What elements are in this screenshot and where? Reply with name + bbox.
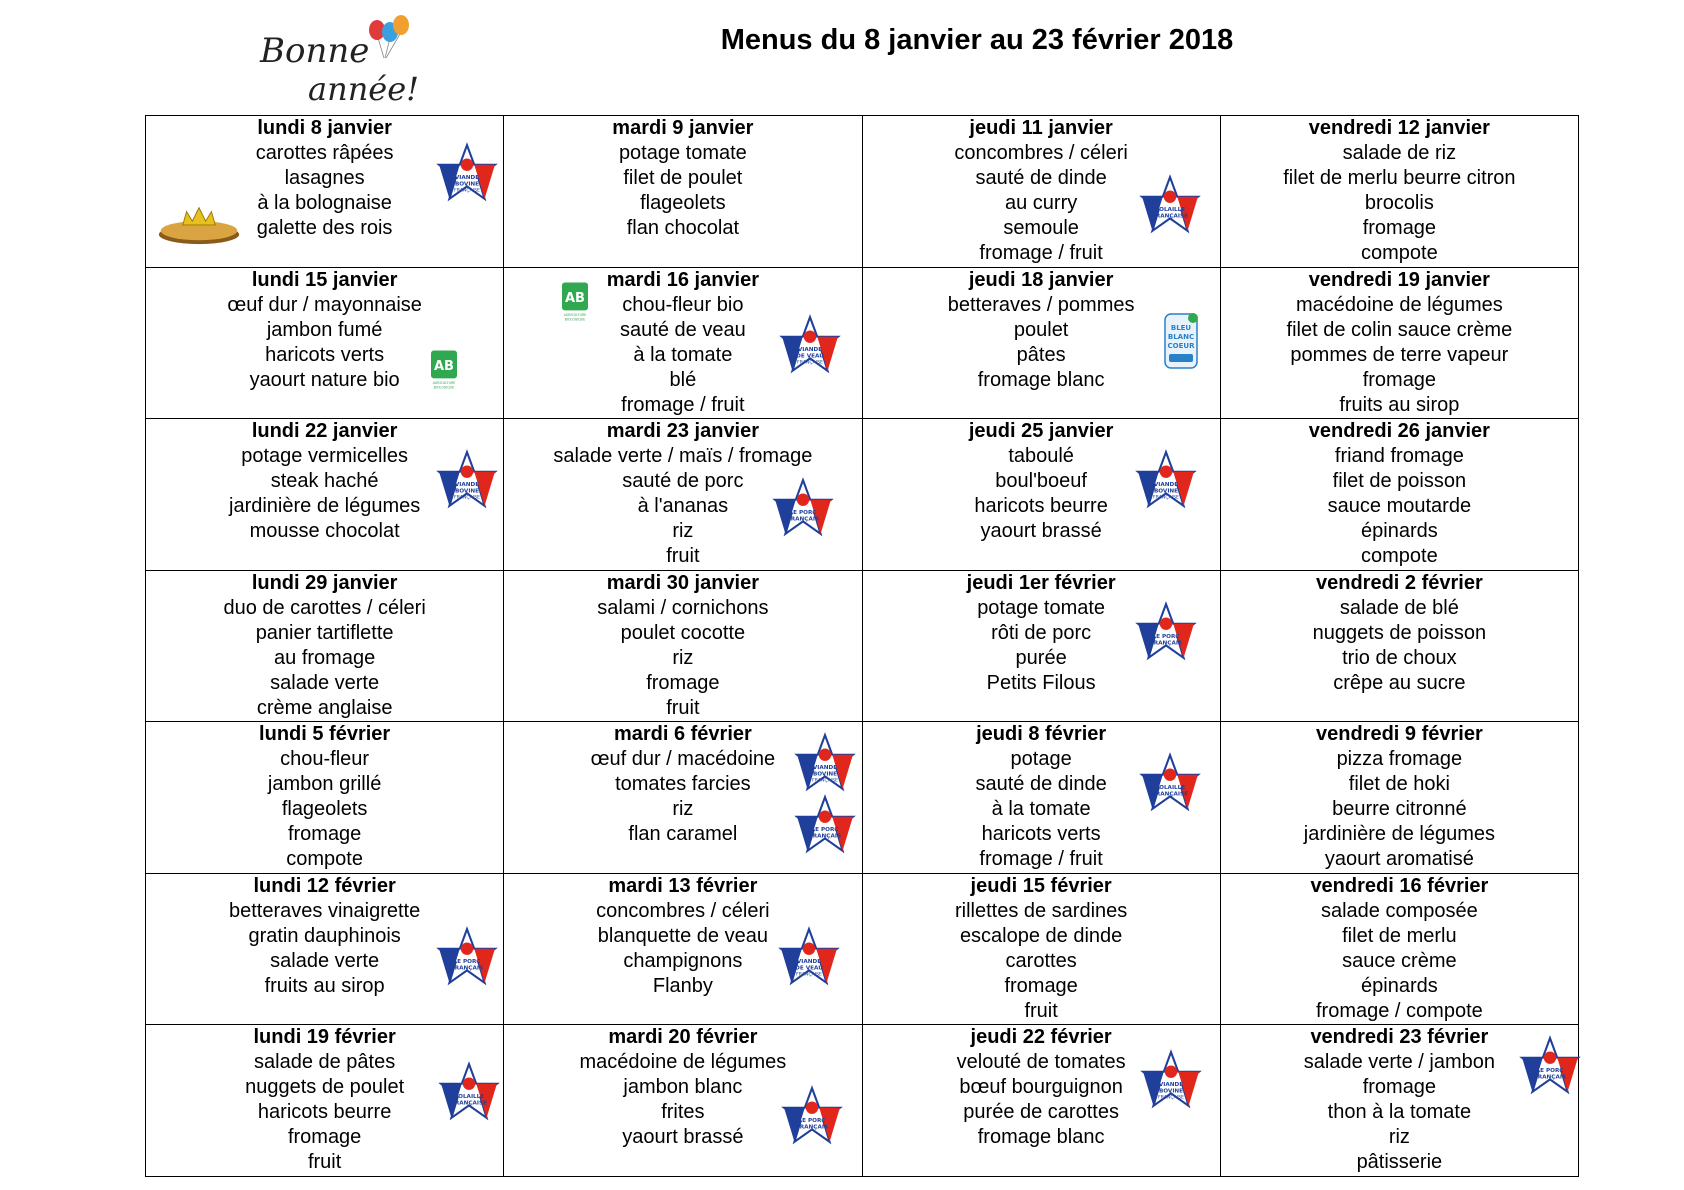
menu-dish: nuggets de poisson	[1312, 621, 1487, 644]
svg-text:COEUR: COEUR	[1167, 341, 1194, 350]
volaille-francaise-logo-icon	[1139, 174, 1201, 243]
menu-dish: rôti de porc	[991, 621, 1092, 644]
menu-dish: fromage blanc	[977, 1126, 1105, 1149]
svg-text:VIANDE: VIANDE	[1158, 1082, 1183, 1089]
menu-dish: fromage	[646, 671, 720, 694]
menu-dish: fruit	[666, 545, 700, 568]
menu-dish: purée de carottes	[963, 1101, 1119, 1124]
svg-text:FRANÇAISE: FRANÇAISE	[797, 360, 824, 366]
menu-dish: riz	[672, 520, 694, 543]
svg-text:LE PORC: LE PORC	[1536, 1068, 1564, 1075]
menu-cell-week7-thursday	[863, 1025, 1221, 1177]
menu-dish: fromage / fruit	[979, 242, 1103, 264]
menu-dish: gratin dauphinois	[248, 924, 401, 947]
menu-dish: betteraves / pommes	[947, 293, 1135, 316]
menu-cell-week3-thursday	[863, 419, 1221, 571]
svg-text:FRANÇAIS: FRANÇAIS	[1533, 1074, 1566, 1081]
menu-dish: haricots verts	[981, 823, 1101, 846]
menu-cell-week6-friday	[1221, 874, 1579, 1026]
menu-dish: steak haché	[270, 470, 379, 493]
svg-text:FRANÇAISE: FRANÇAISE	[812, 778, 839, 784]
menu-dish: beurre citronné	[1332, 798, 1467, 821]
viande-bovine-logo-icon	[436, 449, 498, 518]
menu-dish: nuggets de poulet	[245, 1076, 405, 1099]
menu-dish: concombres / céleri	[596, 899, 770, 922]
menu-dish: jambon blanc	[623, 1076, 743, 1099]
viande-de-veau-logo-icon	[778, 926, 840, 995]
svg-text:VIANDE: VIANDE	[454, 482, 480, 489]
menu-day-label: vendredi 23 février	[1310, 1026, 1489, 1049]
svg-text:AGRICULTURE: AGRICULTURE	[432, 380, 456, 385]
menu-dish: riz	[672, 646, 694, 669]
menu-dish: salade verte	[270, 949, 380, 972]
svg-text:LE PORC: LE PORC	[811, 827, 839, 834]
menu-dish: macédoine de légumes	[1295, 293, 1503, 316]
menu-dish: filet de hoki	[1348, 773, 1450, 796]
menu-dish: jardinière de légumes	[1303, 823, 1495, 846]
menu-day-label: vendredi 9 février	[1316, 723, 1483, 746]
menu-dish: crème anglaise	[256, 696, 393, 719]
menu-cell-week5-thursday	[863, 722, 1221, 874]
menu-dish: à la bolognaise	[257, 192, 392, 214]
menu-dish: flageolets	[640, 192, 726, 214]
svg-text:BIOLOGIQUE: BIOLOGIQUE	[433, 385, 455, 390]
menu-dish: sauce crème	[1342, 949, 1457, 972]
menu-dish: salade de pâtes	[254, 1051, 396, 1074]
svg-text:VOLAILLE: VOLAILLE	[1154, 207, 1185, 214]
menu-dish: riz	[672, 798, 694, 821]
svg-text:FRANÇAISE: FRANÇAISE	[1151, 791, 1188, 798]
menu-day-label: mardi 9 janvier	[612, 117, 754, 139]
menu-cell-week1-friday	[1221, 116, 1579, 268]
menu-day-label: jeudi 8 février	[976, 723, 1107, 746]
menu-dish: filet de merlu	[1342, 924, 1457, 947]
menu-dish: macédoine de légumes	[579, 1051, 787, 1074]
menu-grid	[145, 115, 1579, 1177]
menu-dish: haricots beurre	[257, 1101, 392, 1124]
menu-dish: sauté de veau	[620, 318, 746, 341]
menu-cell-week6-tuesday	[504, 874, 862, 1026]
menu-dish: fruit	[666, 696, 700, 719]
menu-dish: fromage	[287, 1126, 362, 1149]
menu-cell-week2-tuesday	[504, 268, 862, 420]
menu-day-label: jeudi 11 janvier	[969, 117, 1113, 139]
svg-text:LE PORC: LE PORC	[798, 1118, 826, 1125]
menu-dish: yaourt brassé	[980, 520, 1102, 543]
menu-cell-week4-friday	[1221, 571, 1579, 723]
svg-text:FRANÇAIS: FRANÇAIS	[450, 965, 484, 972]
menu-dish: yaourt aromatisé	[1324, 848, 1474, 871]
volaille-francaise-logo-icon	[438, 1061, 500, 1130]
menu-dish: flageolets	[281, 798, 368, 821]
menu-dish: velouté de tomates	[956, 1051, 1126, 1074]
menu-dish: fromage	[287, 823, 362, 846]
viande-bovine-logo-icon	[1135, 449, 1197, 518]
menu-dish: salade de blé	[1339, 596, 1459, 619]
svg-text:LE PORC: LE PORC	[789, 510, 817, 517]
menu-cell-week2-monday	[146, 268, 504, 420]
menu-dish: brocolis	[1364, 192, 1434, 214]
menu-dish: blanquette de veau	[597, 924, 768, 947]
svg-text:VIANDE: VIANDE	[797, 959, 822, 966]
menu-dish: trio de choux	[1342, 646, 1457, 669]
menu-dish: compote	[1361, 545, 1438, 568]
menu-day-label: vendredi 12 janvier	[1308, 117, 1490, 139]
menu-day-label: vendredi 16 février	[1310, 874, 1489, 897]
menu-dish: épinards	[1361, 520, 1438, 543]
menu-day-label: vendredi 26 janvier	[1308, 420, 1490, 443]
menu-dish: compote	[1361, 242, 1438, 264]
menu-dish: œuf dur / macédoine	[590, 748, 776, 771]
menu-day-label: jeudi 1er février	[966, 571, 1116, 594]
menu-dish: thon à la tomate	[1327, 1101, 1472, 1124]
menu-day-label: lundi 15 janvier	[251, 268, 398, 291]
menu-day-label: lundi 22 janvier	[251, 420, 398, 443]
svg-text:VIANDE: VIANDE	[454, 175, 480, 182]
svg-text:AB: AB	[434, 358, 454, 374]
svg-text:DE VEAU: DE VEAU	[796, 352, 825, 359]
porc-francais-logo-icon	[772, 477, 834, 546]
menu-dish: flan chocolat	[626, 217, 740, 239]
menu-dish: jambon fumé	[266, 318, 383, 341]
menu-dish: carottes râpées	[255, 142, 394, 164]
menu-dish: blé	[669, 368, 697, 391]
menu-dish: salade composée	[1320, 899, 1478, 922]
menu-dish: betteraves vinaigrette	[229, 899, 421, 922]
menu-cell-week1-monday	[146, 116, 504, 268]
menu-dish: riz	[1388, 1126, 1410, 1149]
svg-text:FRANÇAIS: FRANÇAIS	[787, 516, 820, 523]
menu-dish: jambon grillé	[267, 773, 382, 796]
menu-dish: bœuf bourguignon	[959, 1076, 1123, 1099]
menu-dish: fromage blanc	[977, 368, 1105, 391]
porc-francais-logo-icon	[1135, 601, 1197, 670]
menu-dish: salade verte / jambon	[1303, 1051, 1495, 1074]
menu-cell-week3-friday	[1221, 419, 1579, 571]
menu-cell-week3-monday	[146, 419, 504, 571]
menu-dish: fromage	[1362, 1076, 1437, 1099]
menu-dish: à l'ananas	[637, 495, 729, 518]
porc-francais-logo-icon	[1519, 1035, 1581, 1104]
menu-cell-week5-monday	[146, 722, 504, 874]
menu-dish: carottes	[1005, 949, 1077, 972]
menu-dish: haricots beurre	[974, 495, 1108, 518]
menu-dish: sauté de dinde	[975, 167, 1107, 189]
menu-dish: friand fromage	[1334, 445, 1464, 468]
menu-dish: salami / cornichons	[597, 596, 769, 619]
menu-dish: poulet cocotte	[620, 621, 746, 644]
menu-day-label: mardi 13 février	[608, 874, 758, 897]
menu-dish: pommes de terre vapeur	[1290, 343, 1509, 366]
menu-cell-week4-tuesday	[504, 571, 862, 723]
menu-dish: jardinière de légumes	[229, 495, 421, 518]
svg-text:FRANÇAISE: FRANÇAISE	[454, 188, 480, 194]
svg-text:BOVINE: BOVINE	[454, 488, 480, 495]
menu-dish: champignons	[623, 949, 743, 972]
menu-cell-week3-tuesday	[504, 419, 862, 571]
menu-cell-week6-monday	[146, 874, 504, 1026]
menu-day-label: lundi 19 février	[253, 1026, 396, 1049]
menu-dish: fruits au sirop	[1339, 393, 1460, 416]
svg-text:VIANDE: VIANDE	[1153, 482, 1178, 489]
menu-cell-week6-thursday	[863, 874, 1221, 1026]
menu-dish: Flanby	[652, 974, 713, 997]
menu-day-label: lundi 29 janvier	[251, 571, 398, 594]
menu-dish: crêpe au sucre	[1333, 671, 1466, 694]
svg-text:VIANDE: VIANDE	[813, 765, 838, 772]
svg-text:FRANÇAISE: FRANÇAISE	[450, 1100, 488, 1107]
svg-text:LE PORC: LE PORC	[453, 959, 481, 966]
porc-francais-logo-icon	[794, 794, 856, 863]
porc-francais-logo-icon	[436, 926, 498, 995]
menu-dish: taboulé	[1008, 445, 1074, 468]
svg-text:FRANÇAISE: FRANÇAISE	[454, 495, 480, 501]
menu-day-label: mardi 16 janvier	[606, 268, 760, 291]
viande-bovine-logo-icon	[794, 732, 856, 801]
menu-dish: flan caramel	[628, 823, 738, 846]
menu-cell-week7-monday	[146, 1025, 504, 1177]
menu-dish: au curry	[1005, 192, 1078, 214]
menu-day-label: lundi 12 février	[253, 874, 396, 897]
menu-dish: mousse chocolat	[249, 520, 400, 543]
menu-dish: pâtes	[1016, 343, 1066, 366]
menu-cell-week7-friday	[1221, 1025, 1579, 1177]
menu-dish: fromage	[1362, 368, 1437, 391]
menu-dish: au fromage	[274, 646, 376, 669]
menu-dish: lasagnes	[284, 167, 365, 189]
menu-dish: semoule	[1003, 217, 1079, 239]
menu-day-label: vendredi 2 février	[1316, 571, 1483, 594]
svg-text:DE VEAU: DE VEAU	[795, 965, 824, 972]
menu-dish: frites	[661, 1101, 705, 1124]
menu-cell-week4-monday	[146, 571, 504, 723]
menu-day-label: lundi 5 février	[259, 723, 391, 746]
menu-dish: fromage / fruit	[621, 393, 745, 416]
menu-dish: potage vermicelles	[241, 445, 408, 468]
menu-cell-week1-tuesday	[504, 116, 862, 268]
menu-dish: galette des rois	[256, 217, 393, 239]
menu-day-label: mardi 6 février	[613, 723, 752, 746]
menu-cell-week1-thursday	[863, 116, 1221, 268]
menu-dish: chou-fleur bio	[622, 293, 744, 316]
menu-dish: haricots verts	[265, 343, 385, 366]
menu-day-label: jeudi 18 janvier	[968, 268, 1114, 291]
menu-dish: salade verte / maïs / fromage	[553, 445, 813, 468]
menu-dish: fromage	[1362, 217, 1437, 239]
menu-dish: salade verte	[270, 671, 380, 694]
svg-text:FRANÇAISE: FRANÇAISE	[1151, 213, 1188, 220]
menu-day-label: jeudi 22 février	[970, 1026, 1112, 1049]
svg-text:BOVINE: BOVINE	[813, 771, 838, 778]
svg-text:BLANC: BLANC	[1167, 332, 1194, 341]
menu-dish: yaourt brassé	[622, 1126, 744, 1149]
svg-text:FRANÇAIS: FRANÇAIS	[809, 833, 842, 840]
menu-day-label: mardi 20 février	[608, 1026, 758, 1049]
menu-dish: compote	[286, 848, 363, 871]
menu-dish: concombres / céleri	[954, 142, 1128, 164]
svg-text:BOVINE: BOVINE	[454, 181, 480, 188]
menu-cell-week2-friday	[1221, 268, 1579, 420]
svg-text:VOLAILLE: VOLAILLE	[453, 1094, 485, 1101]
svg-text:AGRICULTURE: AGRICULTURE	[563, 312, 587, 317]
menu-dish: Petits Filous	[986, 671, 1096, 694]
menu-dish: fromage / compote	[1316, 999, 1483, 1022]
menu-dish: fromage / fruit	[979, 848, 1103, 871]
menu-dish: épinards	[1361, 974, 1438, 997]
menu-dish: fruit	[1024, 999, 1058, 1022]
menu-day-label: lundi 8 janvier	[257, 117, 392, 139]
menu-dish: potage tomate	[977, 596, 1106, 619]
svg-text:VOLAILLE: VOLAILLE	[1154, 785, 1185, 792]
svg-text:BLEU: BLEU	[1170, 323, 1191, 332]
menu-dish: purée	[1015, 646, 1067, 669]
menu-day-label: mardi 30 janvier	[606, 571, 760, 594]
svg-text:FRANÇAIS: FRANÇAIS	[1149, 640, 1182, 647]
menu-dish: chou-fleur	[280, 748, 370, 771]
menu-dish: sauté de dinde	[975, 773, 1107, 796]
menu-dish: œuf dur / mayonnaise	[227, 293, 422, 316]
svg-text:BOVINE: BOVINE	[1158, 1088, 1183, 1095]
svg-text:VIANDE: VIANDE	[798, 346, 823, 353]
menu-dish: fruits au sirop	[264, 974, 385, 997]
svg-text:FRANÇAIS: FRANÇAIS	[796, 1124, 829, 1131]
menu-dish: duo de carottes / céleri	[223, 596, 426, 619]
viande-de-veau-logo-icon	[779, 314, 841, 383]
menu-cell-week4-thursday	[863, 571, 1221, 723]
menu-day-label: jeudi 15 février	[970, 874, 1112, 897]
menu-dish: fruit	[307, 1151, 342, 1174]
menu-dish: escalope de dinde	[959, 924, 1123, 947]
menu-dish: yaourt nature bio	[249, 368, 400, 391]
menu-cell-week7-tuesday	[504, 1025, 862, 1177]
greeting-line-2: année!	[308, 70, 420, 108]
viande-bovine-logo-icon	[1140, 1049, 1202, 1118]
svg-text:FRANÇAISE: FRANÇAISE	[1157, 1096, 1184, 1102]
menu-dish: à la tomate	[633, 343, 733, 366]
menu-day-label: jeudi 25 janvier	[968, 420, 1114, 443]
menu-dish: panier tartiflette	[255, 621, 394, 644]
svg-text:AB: AB	[565, 290, 586, 306]
svg-text:BIOLOGIQUE: BIOLOGIQUE	[565, 317, 586, 322]
viande-bovine-logo-icon	[436, 142, 498, 211]
greeting-line-1: Bonne	[260, 31, 370, 71]
page-title: Menus du 8 janvier au 23 février 2018	[720, 24, 1234, 56]
menu-dish: filet de merlu beurre citron	[1283, 167, 1516, 189]
menu-dish: filet de poulet	[623, 167, 743, 189]
menu-dish: filet de poisson	[1332, 470, 1467, 493]
galette-des-rois-icon	[156, 202, 242, 253]
svg-text:LE PORC: LE PORC	[1152, 633, 1179, 640]
menu-dish: potage	[1010, 748, 1072, 771]
menu-dish: sauce moutarde	[1327, 495, 1472, 518]
svg-text:FRANÇAISE: FRANÇAISE	[796, 972, 823, 978]
menu-dish: pâtisserie	[1356, 1151, 1443, 1174]
menu-dish: fromage	[1004, 974, 1078, 997]
porc-francais-logo-icon	[781, 1085, 843, 1154]
menu-dish: rillettes de sardines	[954, 899, 1128, 922]
menu-dish: poulet	[1013, 318, 1069, 341]
menu-dish: filet de colin sauce crème	[1286, 318, 1513, 341]
menu-cell-week5-friday	[1221, 722, 1579, 874]
menu-dish: sauté de porc	[622, 470, 744, 493]
bio-logo-icon	[562, 282, 588, 329]
menu-dish: pizza fromage	[1336, 748, 1463, 771]
menu-dish: à la tomate	[991, 798, 1091, 821]
menu-day-label: mardi 23 janvier	[606, 420, 760, 443]
menu-dish: potage tomate	[618, 142, 747, 164]
menu-cell-week2-thursday	[863, 268, 1221, 420]
menu-dish: boul'boeuf	[995, 470, 1087, 493]
menu-dish: tomates farcies	[615, 773, 751, 796]
svg-text:FRANÇAISE: FRANÇAISE	[1152, 495, 1179, 501]
menu-day-label: vendredi 19 janvier	[1308, 268, 1490, 291]
menu-cell-week5-tuesday	[504, 722, 862, 874]
bio-logo-icon	[431, 350, 457, 397]
volaille-francaise-logo-icon	[1139, 752, 1201, 821]
menu-dish: salade de riz	[1342, 142, 1457, 164]
bleu-blanc-coeur-logo-icon	[1161, 310, 1201, 379]
svg-text:BOVINE: BOVINE	[1153, 488, 1178, 495]
